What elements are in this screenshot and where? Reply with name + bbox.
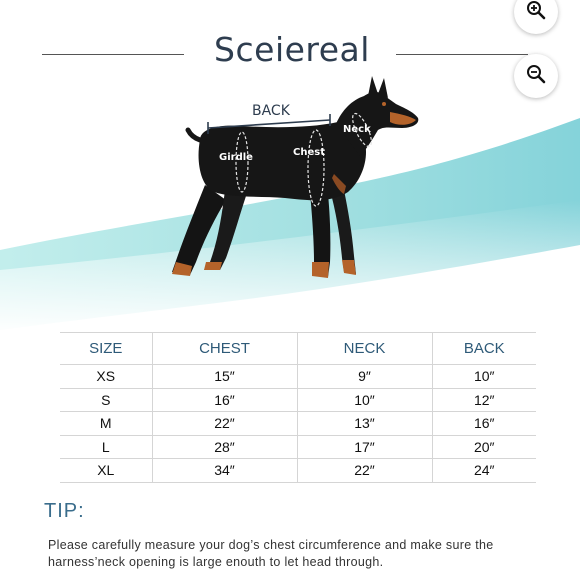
back-cell: 24″ [432,459,536,483]
back-cell: 10″ [432,365,536,389]
back-cell: 12″ [432,388,536,412]
chest-cell: 15″ [152,365,297,389]
table-header-row [60,333,536,365]
size-cell: M [60,412,152,436]
table-row [60,435,536,459]
zoom-in-button-top[interactable] [514,0,558,34]
header-back: BACK [432,333,536,365]
dog-measurement-illustration [0,70,580,335]
back-cell: 16″ [432,412,536,436]
zoom-in-icon [526,0,546,25]
divider-left [42,54,184,55]
size-cell: XS [60,365,152,389]
table-row [60,388,536,412]
size-cell: L [60,435,152,459]
chest-label: Chest [293,147,325,158]
back-label: BACK [252,103,290,119]
brand-name: Sceiereal [214,30,370,69]
neck-cell: 22″ [297,459,432,483]
girdle-label: Girdle [219,152,253,163]
header-neck: NECK [297,333,432,365]
tip-text-line-1: Please carefully measure your dog’s chest circumference and make sure the [48,538,494,552]
tip-text-line-2: harness’neck opening is large enouth to let head through. [48,555,384,569]
size-chart-table [60,332,536,483]
neck-cell: 13″ [297,412,432,436]
back-cell: 20″ [432,435,536,459]
size-cell: S [60,388,152,412]
chest-cell: 34″ [152,459,297,483]
neck-cell: 10″ [297,388,432,412]
table-row [60,459,536,483]
table-row [60,365,536,389]
chest-cell: 28″ [152,435,297,459]
divider-right [396,54,528,55]
table-row [60,412,536,436]
chest-cell: 22″ [152,412,297,436]
neck-cell: 9″ [297,365,432,389]
header-size: SIZE [60,333,152,365]
header-chest: CHEST [152,333,297,365]
tip-text [48,537,518,571]
chest-cell: 16″ [152,388,297,412]
neck-label: Neck [343,124,371,135]
tip-heading: TIP: [44,500,85,522]
size-cell: XL [60,459,152,483]
neck-cell: 17″ [297,435,432,459]
brand-header [0,30,580,74]
